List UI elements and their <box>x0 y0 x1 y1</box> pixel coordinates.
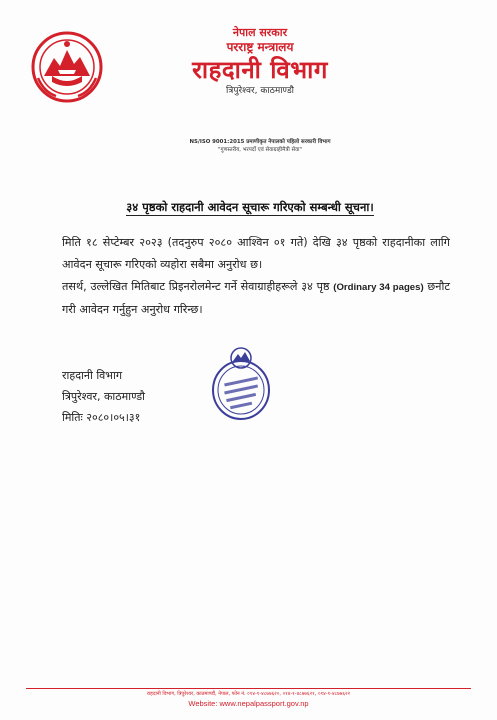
footer <box>26 690 471 709</box>
letterhead <box>130 26 390 98</box>
signature-date: मितिः २०८०।०५।३१ <box>62 411 141 424</box>
ministry-name: परराष्ट्र मन्त्रालय <box>226 40 294 54</box>
notice-paragraph-2 <box>62 276 450 321</box>
department-address: त्रिपुरेश्वर, काठमाण्डौ <box>226 86 294 96</box>
footer-divider <box>26 688 471 689</box>
ordinary-pages-label: (Ordinary 34 pages) <box>333 282 424 293</box>
notice-paragraph-2-text: तसर्थ, उल्लेखित मितिबाट प्रिइनरोलमेन्ट गर्ने सेवाग्राहीहरूले ३४ पृष्ठ <box>62 280 330 293</box>
notice-subject <box>70 196 430 215</box>
signature-office: राहदानी विभाग <box>62 369 123 382</box>
notice-body <box>62 232 450 321</box>
department-name: राहदानी विभाग <box>192 56 328 84</box>
iso-certification <box>130 138 390 154</box>
signature-block <box>62 365 145 428</box>
notice-subject-text: ३४ पृष्ठको राहदानी आवेदन सूचारू गरिएको सम्बन्धी सूचना। <box>126 200 374 214</box>
government-name: नेपाल सरकार <box>232 26 288 39</box>
footer-website: Website: www.nepalpassport.gov.np <box>188 699 309 708</box>
footer-contact: राहदानी विभाग, त्रिपुरेश्वर, काठमाण्डौं, नेपाल, फोन नं. ०१४-१-४८७७६२०, ०१४-१-४८७७६२१, ०१४-१-४८७७६२२ <box>146 691 351 697</box>
signature-place: त्रिपुरेश्वर, काठमाण्डौ <box>62 390 146 403</box>
notice-paragraph-2-end: छनौट गरी आवेदन गर्नुहुन अनुरोध गरिन्छ। <box>62 280 450 316</box>
nepal-emblem-icon <box>30 30 104 104</box>
service-motto: "गुणस्तरीय, भरपर्दो एवं सेवाग्राहीमैत्री सेवा" <box>217 147 302 153</box>
iso-line: NS/ISO 9001:2015 प्रमाणीकृत नेपालको पहिलो सरकारी विभाग <box>189 139 331 145</box>
notice-paragraph-1: मिति १८ सेप्टेम्बर २०२३ (तदनुरुप २०८० आश्विन ०१ गते) देखि ३४ पृष्ठको राहदानीका लागि आवेदन सूचारू गरिएको व्यहोरा सबैमा अनुरोध छ। <box>62 236 450 271</box>
official-stamp-icon <box>210 346 272 422</box>
